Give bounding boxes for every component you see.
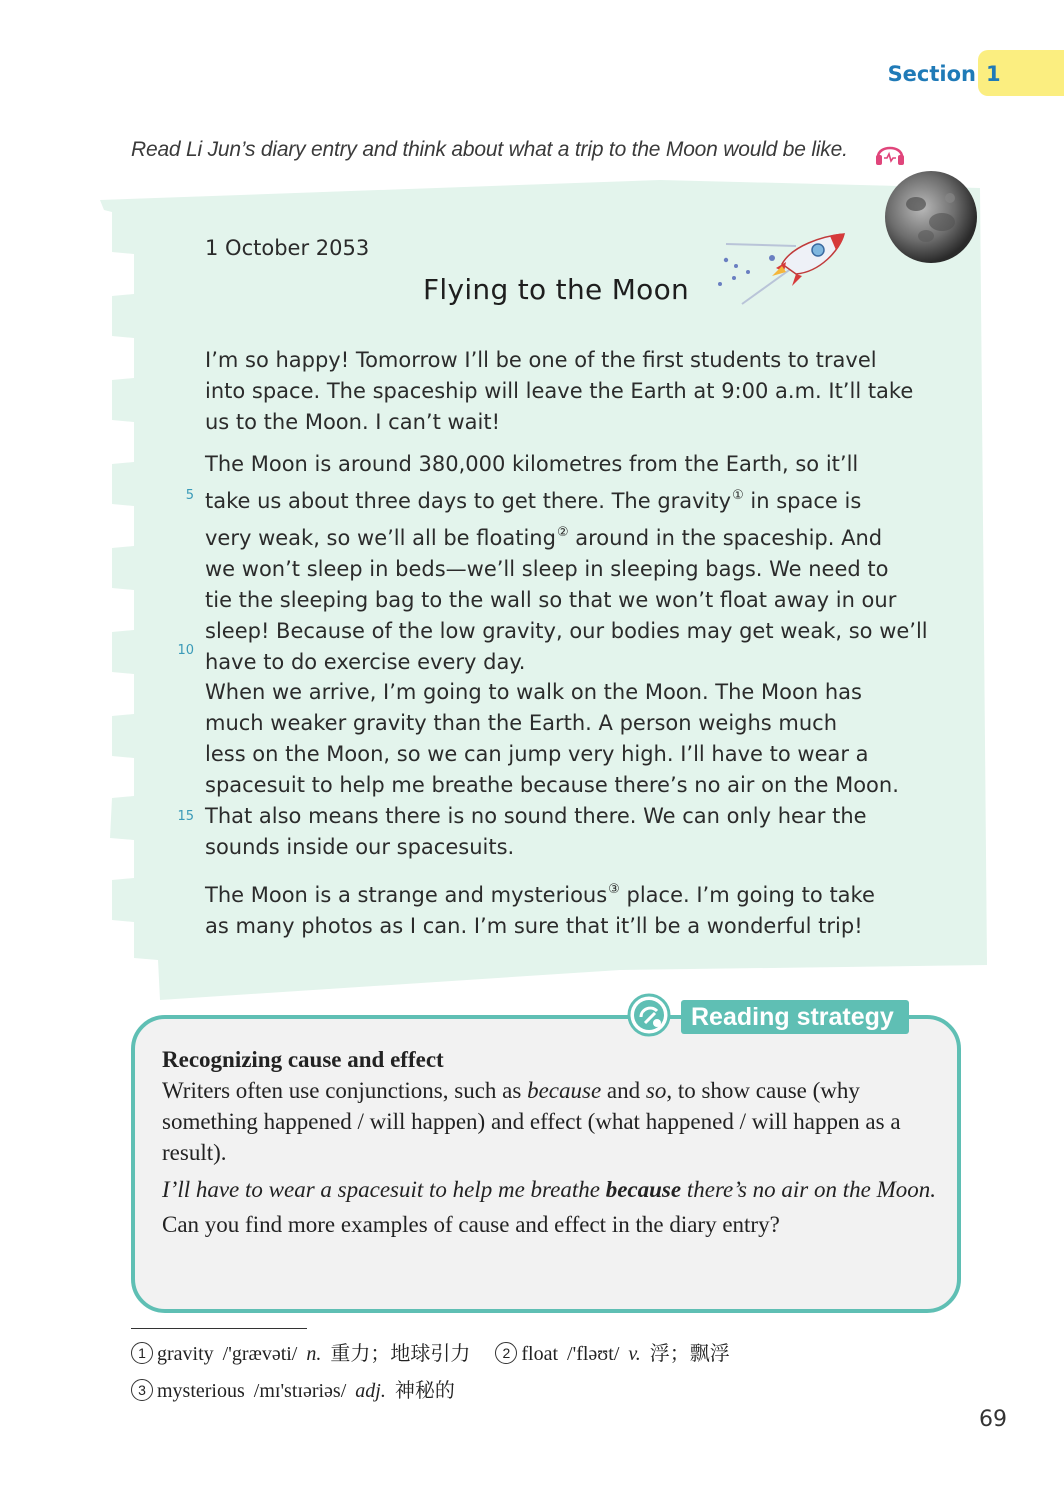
section-number: 1 (986, 62, 1001, 86)
diary-paragraph-4 (205, 874, 925, 942)
footnote-pos: v. (628, 1343, 641, 1365)
text-line: sounds inside our spacesuits. (205, 835, 515, 859)
reading-strategy-icon (627, 993, 671, 1037)
page-number: 69 (979, 1407, 1007, 1432)
footnote-mark-3: ③ (608, 882, 620, 897)
text-line: When we arrive, I’m going to walk on the Moon. The Moon has (205, 680, 862, 704)
footnote-word: gravity (157, 1343, 214, 1365)
strategy-example: I’ll have to wear a spacesuit to help me breathe because there’s no air on the Moon. (162, 1177, 936, 1202)
text-line: The Moon is a strange and mysterious③ place. I’m going to take (205, 882, 875, 907)
footnote-pos: n. (306, 1343, 322, 1365)
section-label: Section (887, 62, 976, 86)
footnote-meaning: 浮；飘浮 (649, 1343, 730, 1365)
footnote-number: 2 (495, 1342, 517, 1364)
diary-date: 1 October 2053 (205, 236, 370, 260)
footnote-pos: adj. (355, 1380, 386, 1402)
rocket-illustration (712, 228, 852, 308)
footnote-word: float (521, 1343, 559, 1365)
footnote-row-1 (131, 1337, 734, 1366)
moon-image (884, 170, 978, 264)
diary-paragraph-2 (205, 449, 928, 678)
text-line: take us about three days to get there. The gravity① in space is (205, 488, 862, 513)
text-line: less on the Moon, so we can jump very high. I’ll have to wear a (205, 742, 869, 766)
line-number-5: 5 (185, 488, 194, 503)
footnote-row-2 (131, 1374, 459, 1403)
strategy-body: Writers often use conjunctions, such as because and so, to show cause (why something happened / will happen) and effect (what happened / will happen as a result). (162, 1078, 901, 1165)
diary-paragraph-3 (205, 677, 925, 863)
footnote-divider (131, 1328, 307, 1329)
section-tab (978, 50, 1064, 96)
text-line: have to do exercise every day. (205, 650, 526, 674)
line-number-15: 15 (177, 809, 194, 824)
footnote-number: 3 (131, 1379, 153, 1401)
footnote-mark-1: ① (732, 488, 744, 503)
text-line: us to the Moon. I can’t wait! (205, 410, 501, 434)
text-line: tie the sleeping bag to the wall so that we won’t float away in our (205, 588, 897, 612)
text-line: spacesuit to help me breathe because there’s no air on the Moon. (205, 773, 899, 797)
footnote-number: 1 (131, 1342, 153, 1364)
text-line: much weaker gravity than the Earth. A person weighs much (205, 711, 838, 735)
text-line: very weak, so we’ll all be floating② around in the spaceship. And (205, 525, 883, 550)
text-line: as many photos as I can. I’m sure that it’ll be a wonderful trip! (205, 914, 863, 938)
strategy-heading: Recognizing cause and effect (162, 1047, 444, 1072)
footnote-mark-2: ② (556, 525, 569, 540)
diary-title: Flying to the Moon (423, 273, 690, 306)
footnote-word: mysterious (157, 1380, 245, 1402)
instruction-text: Read Li Jun’s diary entry and think about what a trip to the Moon would be like. (131, 138, 848, 161)
text-line: The Moon is around 380,000 kilometres from the Earth, so it’ll (205, 452, 859, 476)
footnote-ipa: /'grævəti/ (222, 1343, 298, 1365)
footnote-meaning: 重力；地球引力 (330, 1343, 471, 1365)
footnote-ipa: /'fləʊt/ (567, 1343, 620, 1365)
reading-strategy-label: Reading strategy (691, 1003, 894, 1031)
text-line: into space. The spaceship will leave the Earth at 9:00 a.m. It’ll take (205, 379, 914, 403)
headphones-audio-icon[interactable] (874, 137, 906, 167)
text-line: That also means there is no sound there. We can only hear the (205, 804, 867, 828)
text-line: we won’t sleep in beds—we’ll sleep in sleeping bags. We need to (205, 557, 889, 581)
strategy-question: Can you find more examples of cause and effect in the diary entry? (162, 1212, 780, 1237)
footnote-ipa: /mɪ'stɪəriəs/ (253, 1380, 347, 1402)
line-number-10: 10 (177, 643, 194, 658)
text-line: I’m so happy! Tomorrow I’ll be one of the first students to travel (205, 348, 877, 372)
footnote-meaning: 神秘的 (394, 1380, 455, 1402)
diary-paragraph-1 (205, 345, 925, 438)
text-line: sleep! Because of the low gravity, our bodies may get weak, so we’ll (205, 619, 928, 643)
reading-strategy-content (162, 1044, 952, 1240)
